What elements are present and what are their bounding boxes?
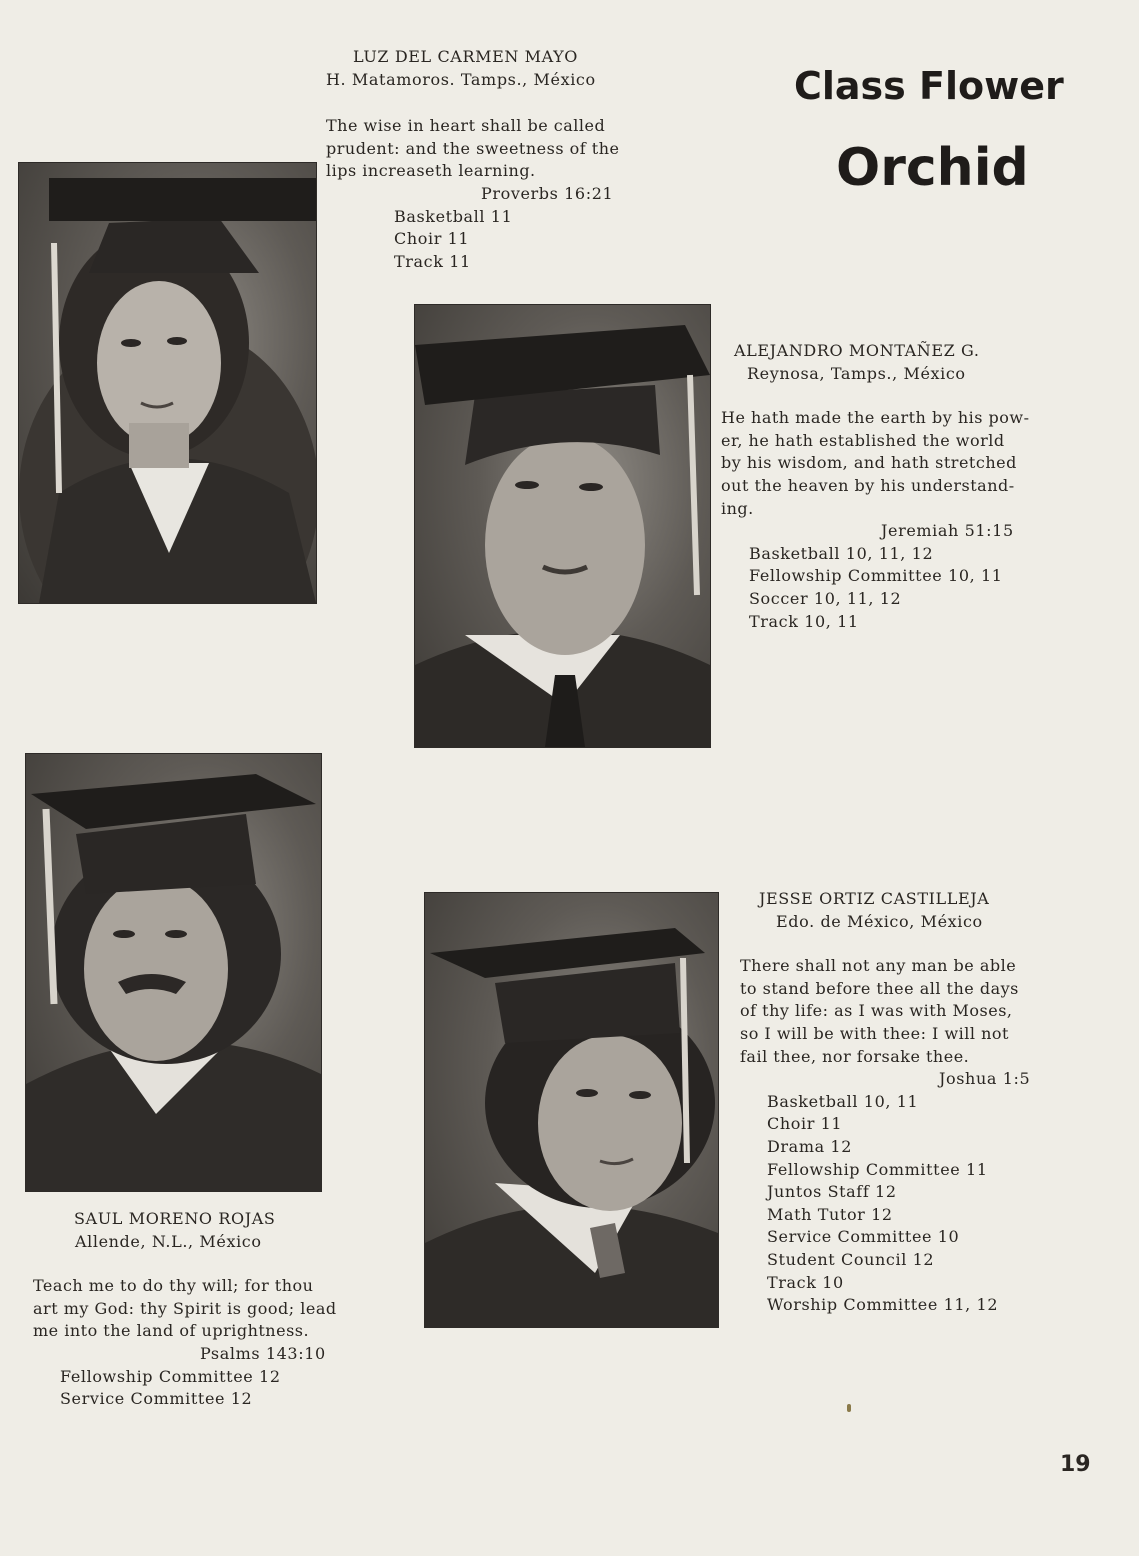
verse-line: There shall not any man be able: [740, 956, 1017, 976]
portrait-photo-luz: [19, 163, 316, 603]
paper-speck: [847, 1404, 851, 1412]
student-hometown: Reynosa, Tamps., México: [747, 363, 966, 383]
verse-line: The wise in heart shall be called: [326, 116, 606, 136]
verse-line: art my God: thy Spirit is good; lead: [33, 1298, 337, 1318]
verse-line: He hath made the earth by his pow-: [721, 408, 1030, 428]
activity-item: Choir 11: [394, 229, 470, 249]
student-hometown: Edo. de México, México: [776, 911, 983, 931]
verse-line: prudent: and the sweetness of the: [326, 138, 620, 158]
portrait-photo-alejandro: [415, 305, 710, 747]
student-block-saul: [33, 1208, 343, 1411]
activity-item: Track 11: [394, 251, 471, 271]
verse-line: by his wisdom, and hath stretched: [721, 453, 1017, 473]
student-hometown: H. Matamoros. Tamps., México: [326, 69, 596, 89]
activity-item: Math Tutor 12: [767, 1204, 893, 1224]
activity-item: Drama 12: [767, 1136, 852, 1156]
verse-line: me into the land of uprightness.: [33, 1321, 310, 1341]
activity-item: Fellowship Committee 12: [60, 1366, 281, 1386]
student-name: SAUL MORENO ROJAS: [74, 1209, 276, 1228]
verse-line: er, he hath established the world: [721, 430, 1005, 450]
class-flower-value: Orchid: [836, 138, 1029, 198]
student-block-alejandro: [721, 340, 1031, 633]
student-name: ALEJANDRO MONTAÑEZ G.: [734, 341, 980, 360]
activity-item: Basketball 10, 11, 12: [749, 543, 934, 563]
verse-reference: Jeremiah 51:15: [881, 521, 1014, 541]
verse-line: to stand before thee all the days: [740, 978, 1019, 998]
activity-item: Fellowship Committee 10, 11: [749, 566, 1003, 586]
verse-line: Teach me to do thy will; for thou: [33, 1276, 314, 1296]
student-block-luz: [326, 46, 626, 273]
activity-item: Juntos Staff 12: [767, 1182, 897, 1202]
activity-item: Basketball 11: [394, 206, 513, 226]
verse-line: fail thee, nor forsake thee.: [740, 1046, 970, 1066]
verse-line: ing.: [721, 498, 754, 518]
activity-item: Student Council 12: [767, 1249, 935, 1269]
student-block-jesse: [740, 888, 1060, 1317]
activity-item: Service Committee 12: [60, 1389, 253, 1409]
verse-line: of thy life: as I was with Moses,: [740, 1001, 1013, 1021]
activity-item: Soccer 10, 11, 12: [749, 588, 902, 608]
student-hometown: Allende, N.L., México: [75, 1231, 262, 1251]
verse-line: out the heaven by his understand-: [721, 475, 1015, 495]
verse-line: so I will be with thee: I will not: [740, 1023, 1009, 1043]
activity-item: Choir 11: [767, 1114, 843, 1134]
student-name: JESSE ORTIZ CASTILLEJA: [759, 889, 990, 908]
activity-item: Track 10: [767, 1272, 844, 1292]
portrait-photo-saul: [26, 754, 321, 1191]
activity-item: Fellowship Committee 11: [767, 1159, 988, 1179]
portrait-photo-jesse: [425, 893, 718, 1327]
verse-reference: Joshua 1:5: [939, 1069, 1031, 1089]
activity-item: Worship Committee 11, 12: [767, 1295, 999, 1315]
activity-item: Service Committee 10: [767, 1227, 960, 1247]
verse-reference: Psalms 143:10: [200, 1343, 326, 1363]
student-name: LUZ DEL CARMEN MAYO: [353, 47, 579, 66]
verse-reference: Proverbs 16:21: [481, 183, 614, 203]
class-flower-label: Class Flower: [794, 64, 1064, 108]
page-number: 19: [1060, 1452, 1091, 1477]
verse-line: lips increaseth learning.: [326, 161, 536, 181]
activity-item: Basketball 10, 11: [767, 1091, 919, 1111]
activity-item: Track 10, 11: [749, 611, 859, 631]
